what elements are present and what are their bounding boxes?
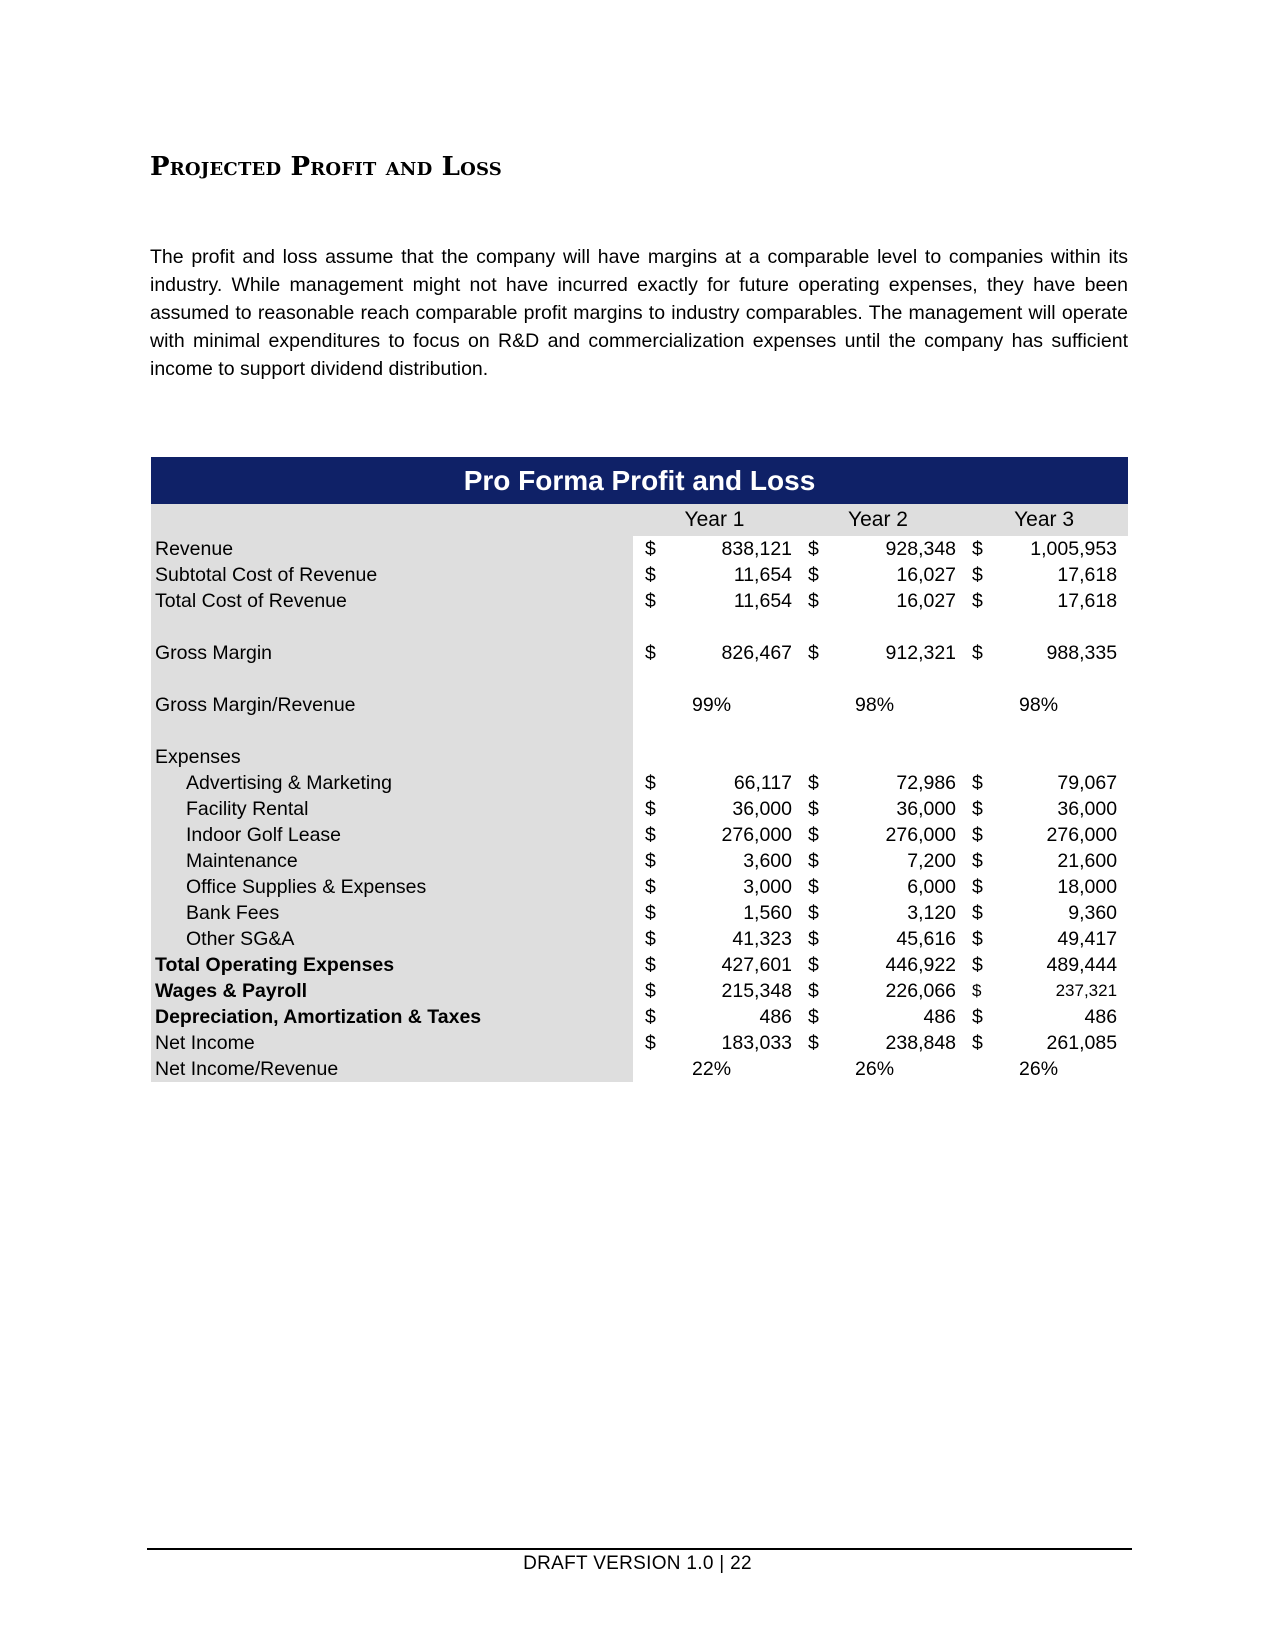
currency-symbol: $ [808,875,819,898]
year-2-header: Year 2 [796,504,960,536]
currency-symbol: $ [972,953,983,976]
currency-symbol: $ [645,901,656,924]
row-label: Advertising & Marketing [151,770,633,796]
table-row [151,926,1128,952]
row-label: Revenue [151,536,633,562]
currency-symbol: $ [972,901,983,924]
percent-value: 98% [855,693,895,716]
currency-symbol: $ [808,797,819,820]
table-row [151,536,1128,562]
currency-symbol: $ [645,953,656,976]
cell-value: 276,000 [721,823,793,846]
cell-value: 66,117 [733,771,793,794]
cell-value: 36,000 [732,797,793,820]
cell-value: 18,000 [1057,875,1118,898]
currency-symbol: $ [972,823,983,846]
row-label: Bank Fees [151,900,633,926]
cell-value: 3,600 [743,849,793,872]
percent-value: 99% [692,693,732,716]
currency-symbol: $ [645,1031,656,1054]
table-row [151,796,1128,822]
currency-symbol: $ [808,849,819,872]
spacer-row [151,718,1128,744]
percent-value: 26% [855,1057,895,1080]
cell-value: 238,848 [885,1031,957,1054]
table-row [151,900,1128,926]
row-label: Office Supplies & Expenses [151,874,633,900]
cell-value: 427,601 [721,953,793,976]
currency-symbol: $ [972,589,983,612]
cell-value: 489,444 [1046,953,1118,976]
currency-symbol: $ [972,797,983,820]
currency-symbol: $ [972,1031,983,1054]
intro-paragraph: The profit and loss assume that the company will have margins at a comparable level to companies within its industry. While management might not have incurred exactly for future operating expenses, they have been assumed to reasonable reach comparable profit margins to industry comparables. The management will operate with minimal expenditures to focus on R&D and commercialization expenses until the company has sufficient income to support dividend distribution. [150,246,1128,380]
cell-value: 261,085 [1046,1031,1118,1054]
cell-value: 1,560 [743,901,793,924]
currency-symbol: $ [808,563,819,586]
cell-value: 17,618 [1057,563,1118,586]
pro-forma-table [151,457,1128,1082]
cell-value: 183,033 [721,1031,793,1054]
row-label: Maintenance [151,848,633,874]
currency-symbol: $ [808,823,819,846]
percent-value: 22% [692,1057,732,1080]
table-row [151,1030,1128,1056]
cell-value: 486 [759,1005,793,1028]
cell-value: 11,654 [733,563,793,586]
table-row [151,562,1128,588]
currency-symbol: $ [972,641,983,664]
table-row [151,1004,1128,1030]
table-row [151,640,1128,666]
cell-value: 3,120 [907,901,957,924]
table-row [151,952,1128,978]
year-header-row [151,504,1128,536]
row-label: Gross Margin [151,640,633,666]
cell-value: 1,005,953 [1030,537,1118,560]
currency-symbol: $ [645,927,656,950]
row-label: Facility Rental [151,796,633,822]
table-row [151,744,1128,770]
row-label: Subtotal Cost of Revenue [151,562,633,588]
row-label: Other SG&A [151,926,633,952]
row-label: Net Income/Revenue [151,1056,633,1082]
currency-symbol: $ [645,979,656,1002]
currency-symbol: $ [645,641,656,664]
currency-symbol: $ [645,563,656,586]
currency-symbol: $ [808,641,819,664]
cell-value: 45,616 [896,927,957,950]
currency-symbol: $ [808,1005,819,1028]
currency-symbol: $ [808,589,819,612]
table-row [151,848,1128,874]
cell-value: 276,000 [885,823,957,846]
currency-symbol: $ [972,771,983,794]
table-row [151,588,1128,614]
cell-value: 9,360 [1068,901,1118,924]
cell-value: 17,618 [1057,589,1118,612]
cell-value: 446,922 [885,953,957,976]
table-row [151,874,1128,900]
spacer-row [151,614,1128,640]
currency-symbol: $ [808,953,819,976]
currency-symbol: $ [972,563,983,586]
currency-symbol: $ [645,849,656,872]
cell-value: 16,027 [896,563,957,586]
cell-value: 16,027 [896,589,957,612]
table-row [151,770,1128,796]
row-label: Depreciation, Amortization & Taxes [151,1004,633,1030]
cell-value: 36,000 [1057,797,1118,820]
cell-value: 486 [923,1005,957,1028]
currency-symbol: $ [645,875,656,898]
row-label: Indoor Golf Lease [151,822,633,848]
currency-symbol: $ [645,589,656,612]
row-label: Total Operating Expenses [151,952,633,978]
currency-symbol: $ [972,927,983,950]
cell-value: 988,335 [1046,641,1118,664]
row-label: Total Cost of Revenue [151,588,633,614]
currency-symbol: $ [972,537,983,560]
currency-symbol: $ [972,1005,983,1028]
currency-symbol: $ [645,797,656,820]
page-footer: DRAFT VERSION 1.0 | 22 [523,1553,752,1574]
currency-symbol: $ [808,537,819,560]
table-title: Pro Forma Profit and Loss [151,457,1128,504]
currency-symbol: $ [645,823,656,846]
currency-symbol: $ [808,771,819,794]
currency-symbol: $ [645,537,656,560]
currency-symbol: $ [808,927,819,950]
cell-value: 3,000 [743,875,793,898]
year-3-header: Year 3 [960,504,1128,536]
table-row [151,978,1128,1004]
table-row [151,692,1128,718]
currency-symbol: $ [972,875,983,898]
row-label: Net Income [151,1030,633,1056]
currency-symbol: $ [972,981,982,1000]
table-row [151,822,1128,848]
currency-symbol: $ [972,849,983,872]
year-1-header: Year 1 [633,504,796,536]
cell-value: 7,200 [907,849,957,872]
cell-value: 826,467 [721,641,793,664]
cell-value: 237,321 [1055,981,1118,1000]
cell-value: 6,000 [907,875,957,898]
cell-value: 21,600 [1057,849,1118,872]
section-label: Expenses [151,744,633,770]
cell-value: 215,348 [721,979,793,1002]
cell-value: 838,121 [721,537,793,560]
cell-value: 36,000 [896,797,957,820]
row-label: Wages & Payroll [151,978,633,1004]
cell-value: 912,321 [885,641,957,664]
cell-value: 72,986 [896,771,957,794]
cell-value: 226,066 [885,979,957,1002]
cell-value: 928,348 [885,537,957,560]
cell-value: 276,000 [1046,823,1118,846]
currency-symbol: $ [808,1031,819,1054]
cell-value: 79,067 [1057,771,1118,794]
page-heading: Projected Profit and Loss [150,152,503,182]
cell-value: 41,323 [732,927,793,950]
currency-symbol: $ [645,1005,656,1028]
spacer-row [151,666,1128,692]
cell-value: 486 [1084,1005,1118,1028]
currency-symbol: $ [808,901,819,924]
table-row [151,1056,1128,1082]
percent-value: 26% [1019,1057,1059,1080]
currency-symbol: $ [808,979,819,1002]
percent-value: 98% [1019,693,1059,716]
cell-value: 49,417 [1057,927,1118,950]
currency-symbol: $ [645,771,656,794]
cell-value: 11,654 [733,589,793,612]
row-label: Gross Margin/Revenue [151,692,633,718]
footer-divider [147,1548,1132,1550]
